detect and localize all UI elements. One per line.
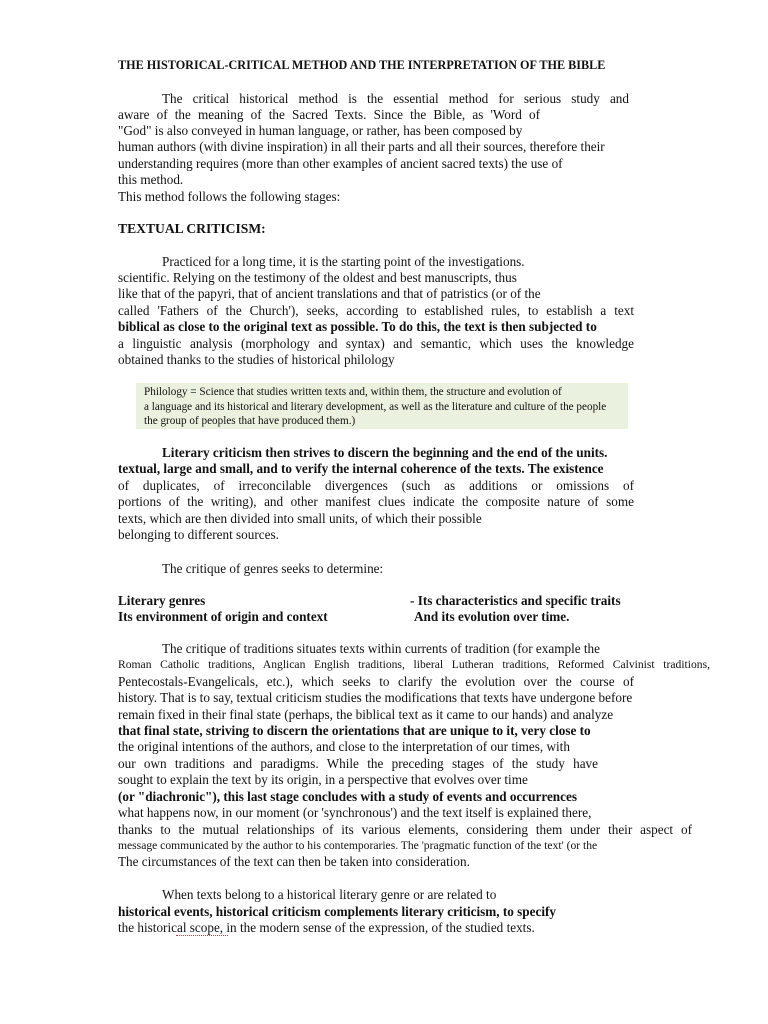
intro-line-5: understanding requires (more than other examples of ancient sacred texts) the use of [118, 156, 563, 171]
textual-criticism-heading: TEXTUAL CRITICISM: [118, 221, 266, 236]
intro-line-4: human authors (with divine inspiration) in all their parts and all their sources, therefore their [118, 139, 605, 154]
traditions-line-13: message communicated by the author to his contemporaries. The 'pragmatic function of the text' (or the [118, 839, 598, 852]
genres-right-1: - Its characteristics and specific traits [410, 593, 621, 608]
textual-line-4: called 'Fathers of the Church'), seeks, according to established rules, to establish a text [118, 303, 634, 318]
traditions-line-3: Pentecostals-Evangelicals, etc.), which seeks to clarify the evolution over the course of [118, 674, 634, 689]
genres-intro: The critique of genres seeks to determine: [162, 561, 384, 576]
literary-line-6: belonging to different sources. [118, 527, 279, 542]
traditions-line-1: The critique of traditions situates texts within currents of tradition (for example the [162, 641, 600, 656]
literary-line-4: portions of the writing), and other manifest clues indicate the composite nature of some [118, 494, 634, 509]
textual-line-6: a linguistic analysis (morphology and syntax) and semantic, which uses the knowledge [118, 336, 634, 351]
traditions-line-7: the original intentions of the authors, and close to the interpretation of our times, with [118, 739, 570, 754]
textual-line-3: like that of the papyri, that of ancient translations and that of patristics (or of the [118, 286, 541, 301]
intro-line-1: The critical historical method is the essential method for serious study and [162, 91, 629, 106]
textual-line-1: Practiced for a long time, it is the starting point of the investigations. [162, 254, 525, 269]
traditions-line-10: (or "diachronic"), this last stage concludes with a study of events and occurrences [118, 789, 577, 804]
intro-line-2: aware of the meaning of the Sacred Texts. Since the Bible, as 'Word of [118, 107, 540, 122]
literary-line-5: texts, which are then divided into small units, of which their possible [118, 511, 482, 526]
intro-line-6: this method. [118, 172, 184, 187]
genres-right-2: And its evolution over time. [414, 609, 570, 624]
genres-left-2: Its environment of origin and context [118, 609, 328, 624]
historical-line-1: When texts belong to a historical literary genre or are related to [162, 887, 497, 902]
traditions-line-6: that final state, striving to discern the orientations that are unique to it, very close to [118, 723, 591, 738]
note-line-1: Philology = Science that studies written texts and, within them, the structure and evolution of [144, 386, 562, 398]
literary-line-1: Literary criticism then strives to discern the beginning and the end of the units. [162, 445, 608, 460]
note-line-2: a language and its historical and literary development, as well as the literature and culture of the people [144, 401, 607, 413]
historical-line-2: historical events, historical criticism complements literary criticism, to specify [118, 904, 556, 919]
traditions-line-2: Roman Catholic traditions, Anglican English traditions, liberal Lutheran traditions, Reformed Calvinist traditions, [118, 658, 710, 671]
intro-line-3: "God" is also conveyed in human language, or rather, has been composed by [118, 123, 523, 138]
traditions-line-9: sought to explain the text by its origin, in a perspective that evolves over time [118, 772, 528, 787]
spellcheck-underline [176, 935, 228, 936]
note-line-3: the group of peoples that have produced them.) [144, 415, 356, 427]
textual-line-2: scientific. Relying on the testimony of the oldest and best manuscripts, thus [118, 270, 517, 285]
traditions-line-12: thanks to the mutual relationships of its various elements, considering them under their aspect of [118, 822, 692, 837]
document-title: THE HISTORICAL-CRITICAL METHOD AND THE INTERPRETATION OF THE BIBLE [118, 58, 606, 72]
literary-line-2: textual, large and small, and to verify the internal coherence of the texts. The existence [118, 461, 604, 476]
traditions-line-11: what happens now, in our moment (or 'synchronous') and the text itself is explained there, [118, 805, 592, 820]
genres-left-1: Literary genres [118, 593, 206, 608]
traditions-line-4: history. That is to say, textual criticism studies the modifications that texts have undergone before [118, 690, 633, 705]
textual-line-7: obtained thanks to the studies of historical philology [118, 352, 395, 367]
textual-line-5: biblical as close to the original text as possible. To do this, the text is then subjected to [118, 319, 597, 334]
intro-line-7: This method follows the following stages: [118, 189, 341, 204]
traditions-line-14: The circumstances of the text can then be taken into consideration. [118, 854, 470, 869]
traditions-line-8: our own traditions and paradigms. While the preceding stages of the study have [118, 756, 598, 771]
historical-line-3: the historical scope, in the modern sense of the expression, of the studied texts. [118, 920, 535, 935]
traditions-line-5: remain fixed in their final state (perhaps, the biblical text as it came to our hands) and analyze [118, 707, 614, 722]
literary-line-3: of duplicates, of irreconcilable divergences (such as additions or omissions of [118, 478, 634, 493]
